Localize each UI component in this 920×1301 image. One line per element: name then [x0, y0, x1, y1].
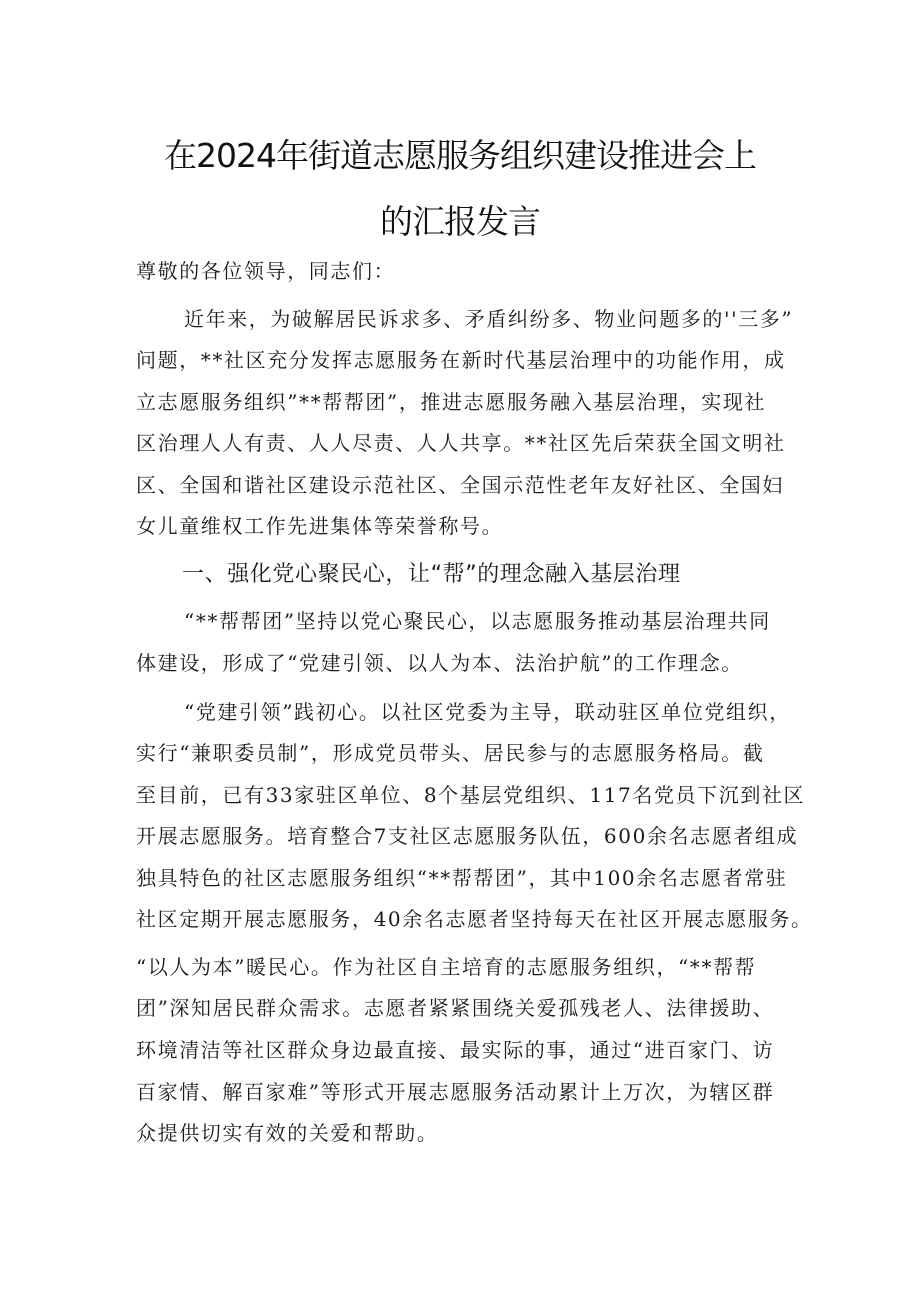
paragraph-line: 区治理人人有责、人人尽责、人人共享。**社区先后荣获全国文明社 — [136, 431, 786, 455]
paragraph-line: 女儿童维权工作先进集体等荣誉称号。 — [136, 514, 504, 538]
paragraph-line: 立志愿服务组织”**帮帮团”，推进志愿服务融入基层治理，实现社 — [136, 390, 767, 414]
paragraph-line: “党建引领”践初心。以社区党委为主导，联动驻区单位党组织， — [184, 700, 791, 724]
paragraph-line: 众提供切实有效的关爱和帮助。 — [136, 1121, 439, 1145]
paragraph-line: 区、全国和谐社区建设示范社区、全国示范性老年友好社区、全国妇 — [136, 473, 784, 497]
paragraph-line: “**帮帮团”坚持以党心聚民心，以志愿服务推动基层治理共同 — [184, 609, 771, 633]
document-title-line-2: 的汇报发言 — [380, 202, 540, 241]
paragraph-line: 百家情、解百家难”等形式开展志愿服务活动累计上万次，为辖区群 — [136, 1080, 775, 1104]
salutation: 尊敬的各位领导，同志们： — [136, 259, 396, 283]
section-heading: 一、强化党心聚民心，让“帮”的理念融入基层治理 — [182, 562, 681, 587]
paragraph-line: 至目前，已有33家驻区单位、8个基层党组织、117名党员下沉到社区 — [136, 783, 806, 807]
paragraph-line: 问题，**社区充分发挥志愿服务在新时代基层治理中的功能作用，成 — [136, 348, 786, 372]
paragraph-line: 环境清洁等社区群众身边最直接、最实际的事，通过“进百家门、访 — [136, 1038, 775, 1062]
paragraph-line: 实行“兼职委员制”，形成党员带头、居民参与的志愿服务格局。截 — [136, 741, 765, 765]
paragraph-line: 体建设，形成了“党建引领、以人为本、法治护航”的工作理念。 — [136, 651, 743, 675]
paragraph-line: 开展志愿服务。培育整合7支社区志愿服务队伍，600余名志愿者组成 — [136, 824, 799, 848]
paragraph-line: 近年来，为破解居民诉求多、矛盾纠纷多、物业问题多的''三多” — [184, 307, 794, 331]
paragraph-line: “以人为本”暖民心。作为社区自主培育的志愿服务组织，“**帮帮 — [136, 955, 757, 979]
paragraph-line: 团”深知居民群众需求。志愿者紧紧围绕关爱孤残老人、法律援助、 — [136, 996, 775, 1020]
document-title-line-1: 在2024年街道志愿服务组织建设推进会上 — [164, 136, 756, 175]
paragraph-line: 社区定期开展志愿服务，40余名志愿者坚持每天在社区开展志愿服务。 — [136, 907, 813, 931]
paragraph-line: 独具特色的社区志愿服务组织“**帮帮团”，其中100余名志愿者常驻 — [136, 866, 788, 890]
